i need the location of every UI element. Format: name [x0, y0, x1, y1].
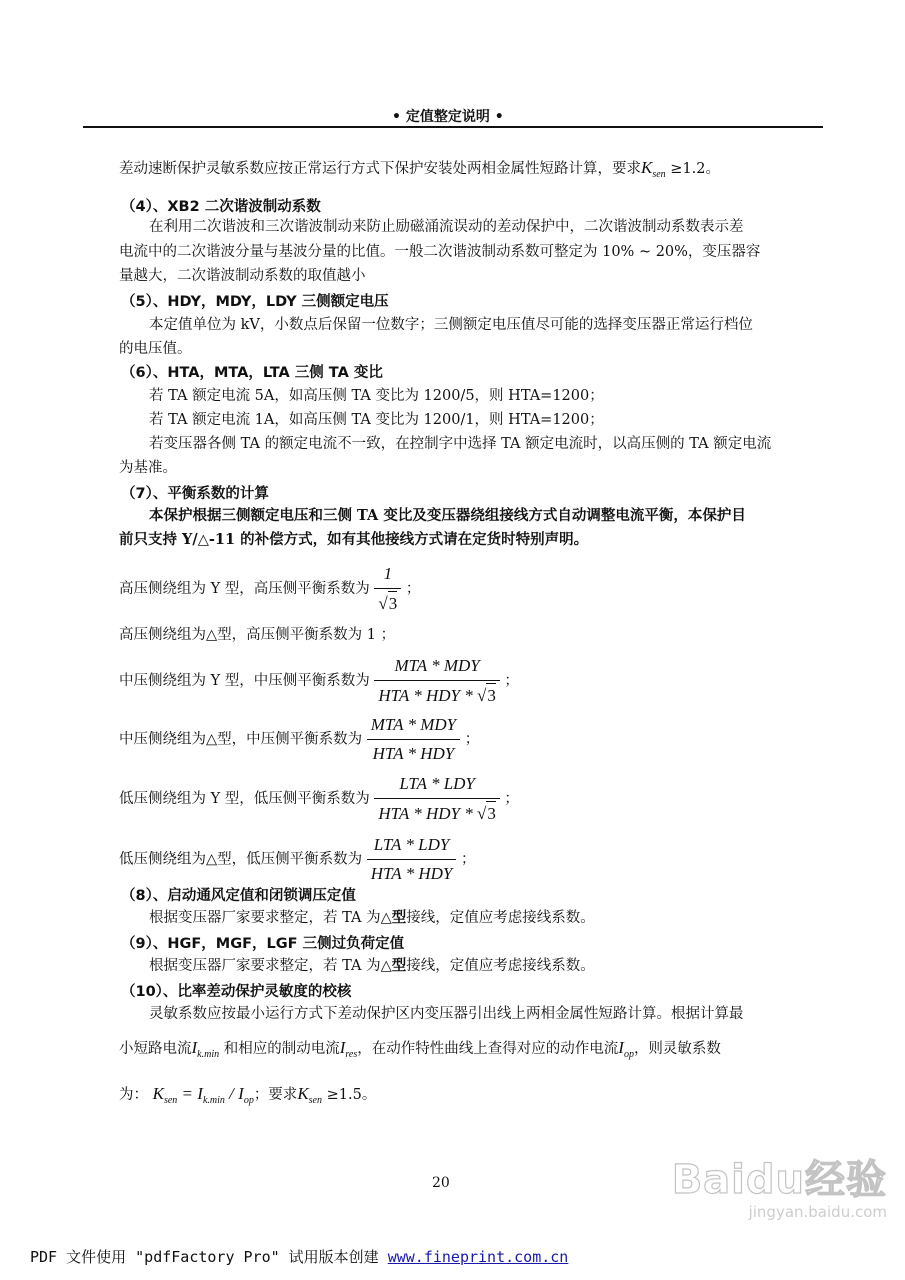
para-quick-break-sensitivity: 差动速断保护灵敏系数应按正常运行方式下保护安装处两相金属性短路计算，要求$K_{sen} \ge 1.2$。 — [119, 158, 721, 180]
s6-line-1: 若 TA 额定电流 5A，如高压侧 TA 变比为 1200/5，则 HTA=1200； — [149, 388, 604, 404]
s5-line-1: 本定值单位为 kV，小数点后保留一位数字；三侧额定电压值尽可能的选择变压器正常运行档位 — [149, 317, 753, 333]
s4-line-1: 在利用二次谐波和三次谐波制动来防止励磁涌流误动的差动保护中，二次谐波制动系数表示差 — [149, 219, 744, 235]
s6-line-4: 为基准。 — [119, 460, 177, 476]
section-heading-7: （7）、平衡系数的计算 — [121, 486, 269, 502]
page-header-title: • 定值整定说明 • — [392, 109, 504, 125]
baidu-watermark — [672, 1148, 887, 1221]
pdf-footer — [30, 1246, 568, 1267]
footer-link[interactable]: www.fineprint.com.cn — [387, 1248, 569, 1266]
fraction-mid-y: $\frac{\text{MTA * MDY}}{\text{HTA * HDY * √3}}$ — [374, 654, 499, 708]
s4-line-2: 电流中的二次谐波分量与基波分量的比值。一般二次谐波制动系数可整定为 10% ~ 20%，变压器容 — [119, 244, 761, 260]
formula-high-delta: 高压侧绕组为△型，高压侧平衡系数为 1 ； — [119, 627, 396, 643]
formula-mid-delta: 中压侧绕组为△型，中压侧平衡系数为 $\frac{\text{MTA * MDY}}{\text{HTA * HDY}}$ ； — [119, 713, 479, 766]
s10-line-2: 小短路电流$I_{k.min}$ 和相应的制动电流$I_{res}$，在动作特性曲线上查得对应的动作电流$I_{op}$，则灵敏系数 — [119, 1038, 721, 1060]
s6-line-2: 若 TA 额定电流 1A，如高压侧 TA 变比为 1200/1，则 HTA=1200； — [149, 412, 604, 428]
s6-line-3: 若变压器各侧 TA 的额定电流不一致，在控制字中选择 TA 额定电流时，以高压侧的 TA 额定电流 — [149, 436, 772, 452]
formula-low-y: 低压侧绕组为 Y 型，低压侧平衡系数为 $\frac{\text{LTA * LDY}}{\text{HTA * HDY * √3}}$ ； — [119, 772, 519, 826]
watermark-url: jingyan.baidu.com — [748, 1203, 887, 1221]
s5-line-2: 的电压值。 — [119, 341, 192, 357]
watermark-brand: Baidu经验 — [671, 1157, 887, 1203]
s7-bold-line-1: 本保护根据三侧额定电压和三侧 TA 变比及变压器绕组接线方式自动调整电流平衡，本保护目 — [149, 507, 746, 524]
s4-line-3: 量越大，二次谐波制动系数的取值越小 — [119, 268, 366, 284]
section-heading-6: （6）、HTA，MTA，LTA 三侧 TA 变比 — [121, 365, 383, 381]
header-rule — [83, 126, 823, 128]
fraction-mid-delta: $\frac{\text{MTA * MDY}}{\text{HTA * HDY}}$ — [367, 713, 460, 766]
s10-line-1: 灵敏系数应按最小运行方式下差动保护区内变压器引出线上两相金属性短路计算。根据计算最 — [149, 1006, 744, 1022]
section-heading-8: （8）、启动通风定值和闭锁调压定值 — [121, 888, 356, 904]
page-number: 20 — [432, 1175, 450, 1191]
section-heading-4: （4）、XB2 二次谐波制动系数 — [121, 199, 321, 215]
s10-line-3: 为： $K_{sen} = I_{k.min} / I_{op}$；要求$K_{sen} \ge 1.5$。 — [119, 1084, 377, 1106]
s8-line-1: 根据变压器厂家要求整定，若 TA 为△型接线，定值应考虑接线系数。 — [149, 909, 595, 926]
s9-line-1: 根据变压器厂家要求整定，若 TA 为△型接线，定值应考虑接线系数。 — [149, 957, 595, 974]
section-heading-9: （9）、HGF，MGF，LGF 三侧过负荷定值 — [121, 936, 405, 952]
fraction-low-delta: $\frac{\text{LTA * LDY}}{\text{HTA * HDY}}$ — [367, 833, 457, 886]
s7-bold-line-2: 前只支持 Y/△-11 的补偿方式，如有其他接线方式请在定货时特别声明。 — [119, 531, 589, 548]
section-heading-5: （5）、HDY，MDY，LDY 三侧额定电压 — [121, 294, 389, 310]
formula-mid-y: 中压侧绕组为 Y 型，中压侧平衡系数为 $\frac{\text{MTA * MDY}}{\text{HTA * HDY * √3}}$ ； — [119, 654, 519, 708]
fraction-high-y: $\frac{1}{√3}$ — [374, 562, 401, 616]
section-heading-10: （10）、比率差动保护灵敏度的校核 — [121, 984, 352, 1000]
formula-high-y: 高压侧绕组为 Y 型，高压侧平衡系数为 $\frac{1}{√3}$ ； — [119, 562, 420, 616]
formula-low-delta: 低压侧绕组为△型，低压侧平衡系数为 $\frac{\text{LTA * LDY}}{\text{HTA * HDY}}$ ； — [119, 833, 475, 886]
fraction-low-y: $\frac{\text{LTA * LDY}}{\text{HTA * HDY * √3}}$ — [374, 772, 499, 826]
footer-text: PDF 文件使用 "pdfFactory Pro" 试用版本创建 — [30, 1248, 388, 1266]
